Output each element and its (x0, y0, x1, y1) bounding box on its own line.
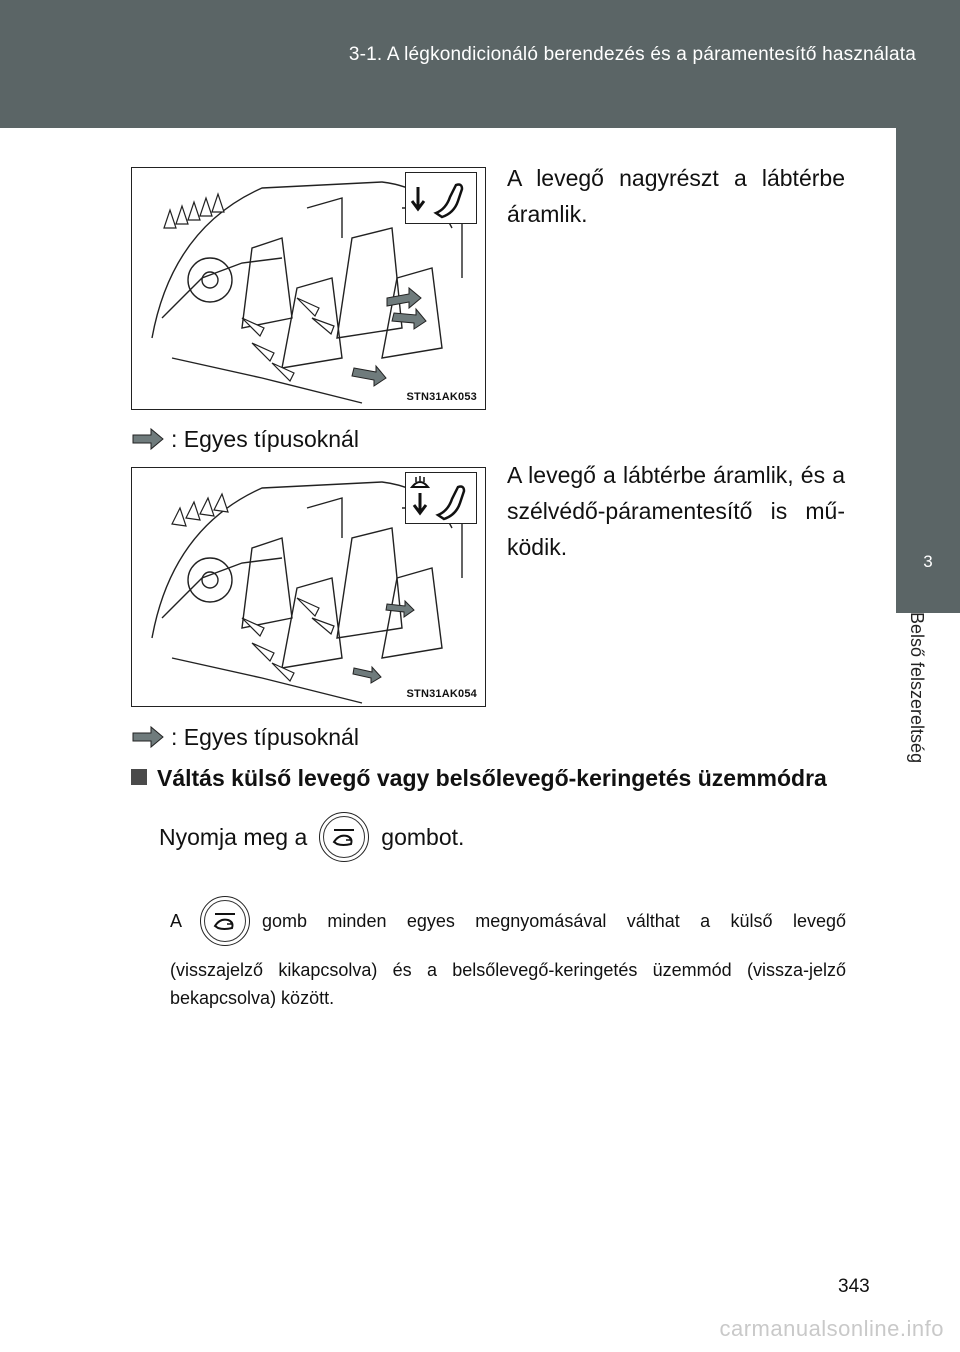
instruction-before: Nyomja meg a (159, 823, 308, 850)
model-note (131, 424, 359, 454)
side-tab-label (905, 612, 945, 812)
recirculation-button-icon (200, 896, 250, 946)
recirculation-button-icon (319, 812, 369, 862)
side-tab-number: 3 (923, 552, 933, 571)
figure-description: A levegő a lábtérbe áramlik, és a szélvédő-páramentesítő is mű-ködik. (507, 462, 845, 560)
watermark: carmanualsonline.info (719, 1316, 944, 1341)
page-number: 343 (838, 1276, 870, 1297)
info-text: (visszajelző kikapcsolva) és a belsőlevegő-keringetés üzemmód (vissza-jelző bekapcsolva) között. (170, 960, 846, 1008)
airflow-arrow-icon (131, 427, 165, 451)
figure-code: STN31AK053 (406, 391, 477, 403)
airflow-figure-feet (131, 167, 486, 410)
airflow-figure-feet-windshield (131, 467, 486, 707)
side-tab-label-text: Belső felszereltség (907, 612, 927, 764)
instruction-after: gombot. (381, 823, 465, 850)
instruction (159, 808, 464, 866)
section-heading (131, 762, 827, 794)
figure-description: A levegő nagyrészt a lábtérbe áramlik. (507, 165, 845, 227)
airflow-arrow-icon (131, 725, 165, 749)
side-tab-marker (896, 128, 960, 613)
info-prefix: A (170, 911, 183, 931)
figure-code: STN31AK054 (406, 688, 477, 700)
model-note-text: : Egyes típusoknál (171, 724, 359, 750)
chapter-title: 3-1. A légkondicionáló berendezés és a páramentesítő használata (348, 44, 916, 65)
model-note (131, 722, 359, 752)
info-box (170, 892, 846, 1012)
bullet-square-icon (131, 769, 147, 785)
feet-defrost-mode-icon (405, 472, 477, 524)
page-header (0, 0, 960, 128)
feet-mode-icon (405, 172, 477, 224)
info-row1-text: gomb minden egyes megnyomásával válthat a külső levegő (262, 911, 846, 931)
model-note-text: : Egyes típusoknál (171, 426, 359, 452)
section-heading-text: Váltás külső levegő vagy belsőlevegő-keringetés üzemmódra (157, 765, 827, 791)
